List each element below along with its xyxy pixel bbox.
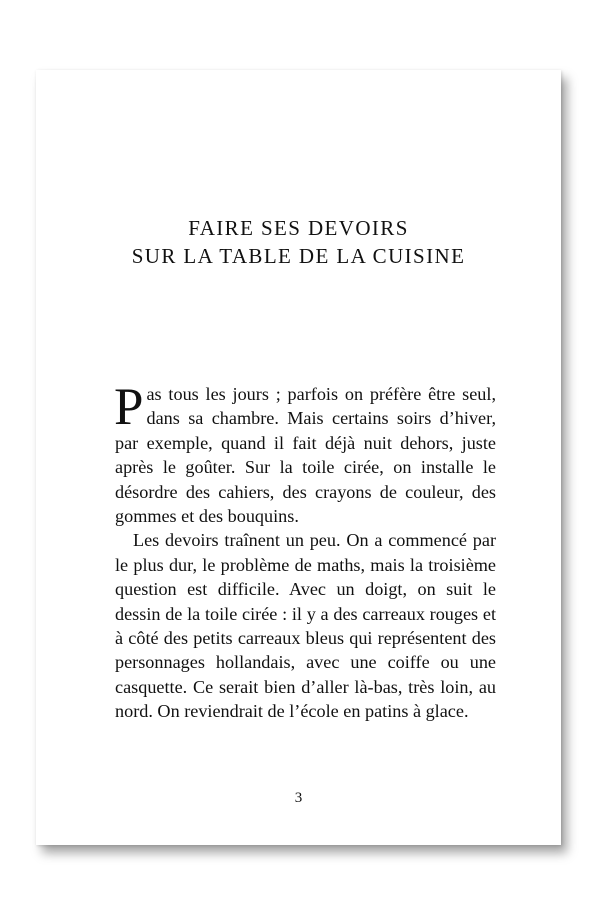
chapter-title-line-1: FAIRE SES DEVOIRS [188, 216, 409, 240]
page-number: 3 [294, 790, 303, 806]
body-text [114, 378, 496, 724]
chapter-title [36, 214, 561, 270]
paragraph-2: Les devoirs traînent un peu. On a commencé par le plus dur, le problème de maths, mais la troisième question est difficile. Avec un doigt, on suit le dessin de la toile cirée : il y a des carreaux rouges et à côté des petits carreaux bleus qui représentent des personnages hollandais, avec une coiffe ou une casquette. Ce serait bien d’aller là-bas, très loin, au nord. On reviendrait de l’école en patins à glace. [115, 530, 496, 722]
paragraph-1-text: as tous les jours ; parfois on préfère être seul, dans sa chambre. Mais certains soirs d’hiver, par exemple, quand il fait déjà nuit dehors, juste après le goûter. Sur la toile cirée, on installe le désordre des cahiers, des crayons de couleur, des gommes et des bouquins. [115, 384, 496, 527]
paragraph-1 [114, 378, 496, 528]
chapter-title-line-2: SUR LA TABLE DE LA CUISINE [131, 244, 466, 268]
book-page [36, 70, 561, 845]
drop-cap: P [114, 378, 144, 436]
